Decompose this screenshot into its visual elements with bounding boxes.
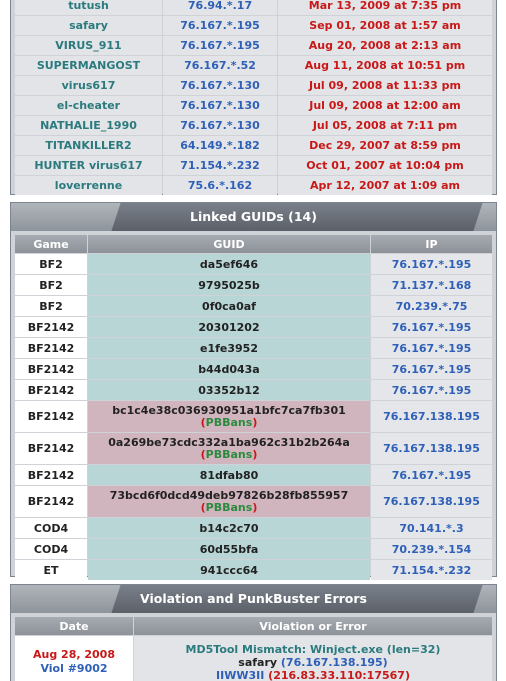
alias-ip[interactable]: 71.154.*.232 — [163, 156, 277, 175]
alias-date: Aug 20, 2008 at 2:13 am — [278, 36, 492, 55]
guid-value[interactable]: 81dfab80 — [88, 465, 370, 485]
alias-date: Dec 29, 2007 at 8:59 pm — [278, 136, 492, 155]
guid-ip[interactable]: 76.167.138.195 — [371, 401, 492, 432]
guid-value[interactable]: e1fe3952 — [88, 338, 370, 358]
table-row — [15, 433, 492, 464]
violation-date: Aug 28, 2008 — [33, 648, 115, 661]
table-row — [15, 296, 492, 316]
linked-guids-panel — [10, 202, 497, 577]
guid-game: BF2142 — [15, 433, 87, 464]
guid-ip[interactable]: 76.167.*.195 — [371, 465, 492, 485]
alias-name[interactable]: loverrenne — [15, 176, 162, 195]
guid-value-banned[interactable]: 0a269be73cdc332a1ba962c31b2b264a (PBBans) — [88, 433, 370, 464]
guid-value[interactable]: 60d55bfa — [88, 539, 370, 559]
column-header-error: Violation or Error — [134, 617, 492, 635]
guid-game: BF2142 — [15, 465, 87, 485]
alias-date: Apr 12, 2007 at 1:09 am — [278, 176, 492, 195]
guid-text: 0a269be73cdc332a1ba962c31b2b264a — [108, 435, 350, 449]
column-header-guid: GUID — [88, 235, 370, 253]
guid-ip[interactable]: 76.167.*.195 — [371, 254, 492, 274]
guid-ip[interactable]: 76.167.*.195 — [371, 359, 492, 379]
guid-value-banned[interactable]: bc1c4e38c036930951a1bfc7ca7fb301 (PBBans) — [88, 401, 370, 432]
guid-value-banned[interactable]: 73bcd6f0dcd49deb97826b28fb855957 (PBBans) — [88, 486, 370, 517]
alias-ip[interactable]: 64.149.*.182 — [163, 136, 277, 155]
alias-name[interactable]: HUNTER virus617 — [15, 156, 162, 175]
alias-date: Aug 11, 2008 at 10:51 pm — [278, 56, 492, 75]
guid-value[interactable]: b44d043a — [88, 359, 370, 379]
table-row — [15, 560, 492, 580]
guid-table — [14, 234, 493, 581]
guid-ip[interactable]: 70.239.*.75 — [371, 296, 492, 316]
guid-game: BF2 — [15, 275, 87, 295]
alias-date: Jul 09, 2008 at 12:00 am — [278, 96, 492, 115]
guid-game: COD4 — [15, 539, 87, 559]
column-header-ip: IP — [371, 235, 492, 253]
violation-server[interactable]: IIWW3II — [216, 668, 265, 681]
violation-player[interactable]: safary — [238, 655, 278, 669]
guid-text: bc1c4e38c036930951a1bfc7ca7fb301 — [112, 403, 346, 417]
column-header-date: Date — [15, 617, 133, 635]
table-row — [15, 401, 492, 432]
guid-value[interactable]: 20301202 — [88, 317, 370, 337]
pbbans-link[interactable]: PBBans — [205, 415, 253, 429]
violation-error: MD5Tool Mismatch: Winject.exe (len=32) — [185, 642, 441, 656]
guid-value[interactable]: 9795025b — [88, 275, 370, 295]
guid-ip[interactable]: 70.141.*.3 — [371, 518, 492, 538]
table-row — [15, 486, 492, 517]
guid-game: BF2142 — [15, 380, 87, 400]
table-row — [15, 465, 492, 485]
alias-name[interactable]: virus617 — [15, 76, 162, 95]
guid-game: COD4 — [15, 518, 87, 538]
guid-value[interactable]: 03352b12 — [88, 380, 370, 400]
guid-game: BF2142 — [15, 401, 87, 432]
table-row — [15, 539, 492, 559]
alias-date: Sep 01, 2008 at 1:57 am — [278, 16, 492, 35]
table-row — [15, 518, 492, 538]
table-row — [15, 254, 492, 274]
table-row — [15, 16, 492, 35]
guid-ip[interactable]: 76.167.138.195 — [371, 433, 492, 464]
guid-ip[interactable]: 76.167.*.195 — [371, 338, 492, 358]
violation-player-ip[interactable]: (76.167.138.195) — [280, 655, 388, 669]
table-row — [15, 156, 492, 175]
alias-name[interactable]: SUPERMANGOST — [15, 56, 162, 75]
alias-ip[interactable]: 76.167.*.52 — [163, 56, 277, 75]
alias-ip[interactable]: 76.167.*.130 — [163, 96, 277, 115]
guid-value[interactable]: 0f0ca0af — [88, 296, 370, 316]
guid-text: 73bcd6f0dcd49deb97826b28fb855957 — [109, 488, 349, 502]
alias-ip[interactable]: 76.167.*.130 — [163, 76, 277, 95]
guid-value[interactable]: b14c2c70 — [88, 518, 370, 538]
pbbans-link[interactable]: PBBans — [205, 500, 253, 514]
alias-date: Mar 13, 2009 at 7:35 pm — [278, 0, 492, 15]
alias-date: Oct 01, 2007 at 10:04 pm — [278, 156, 492, 175]
guid-ip[interactable]: 76.167.*.195 — [371, 317, 492, 337]
guid-game: ET — [15, 560, 87, 580]
panel-title: Linked GUIDs (14) — [190, 209, 317, 224]
guid-ip[interactable]: 70.239.*.154 — [371, 539, 492, 559]
violation-error-cell — [134, 636, 492, 681]
table-row — [15, 380, 492, 400]
table-row — [15, 275, 492, 295]
table-row — [15, 76, 492, 95]
guid-ip[interactable]: 76.167.138.195 — [371, 486, 492, 517]
alias-name[interactable]: safary — [15, 16, 162, 35]
violation-id-link[interactable]: Viol #9002 — [40, 662, 108, 675]
guid-game: BF2142 — [15, 486, 87, 517]
guid-game: BF2142 — [15, 317, 87, 337]
alias-name[interactable]: el-cheater — [15, 96, 162, 115]
table-row — [15, 116, 492, 135]
panel-header — [11, 203, 496, 231]
guid-ip[interactable]: 76.167.*.195 — [371, 380, 492, 400]
table-row — [15, 0, 492, 15]
table-row — [15, 176, 492, 195]
pbbans-link[interactable]: PBBans — [205, 447, 253, 461]
table-row — [15, 636, 492, 681]
alias-ip[interactable]: 75.6.*.162 — [163, 176, 277, 195]
guid-ip[interactable]: 71.137.*.168 — [371, 275, 492, 295]
guid-game: BF2 — [15, 296, 87, 316]
guid-game: BF2142 — [15, 359, 87, 379]
table-header-row — [15, 235, 492, 253]
alias-ip[interactable]: 76.167.*.130 — [163, 116, 277, 135]
alias-name[interactable]: VIRUS_911 — [15, 36, 162, 55]
guid-game: BF2142 — [15, 338, 87, 358]
table-row — [15, 36, 492, 55]
table-row — [15, 96, 492, 115]
guid-ip[interactable]: 71.154.*.232 — [371, 560, 492, 580]
alias-ip[interactable]: 76.94.*.17 — [163, 0, 277, 15]
alias-name[interactable]: TITANKILLER2 — [15, 136, 162, 155]
table-header-row — [15, 617, 492, 635]
alias-ip[interactable]: 76.167.*.195 — [163, 16, 277, 35]
panel-header — [11, 585, 496, 613]
violation-server-ip: (216.83.33.110:17567) — [268, 668, 410, 681]
alias-ip[interactable]: 76.167.*.195 — [163, 36, 277, 55]
guid-value[interactable]: da5ef646 — [88, 254, 370, 274]
violation-date-cell — [15, 636, 133, 681]
table-row — [15, 136, 492, 155]
guid-value[interactable]: 941ccc64 — [88, 560, 370, 580]
alias-date: Jul 05, 2008 at 7:11 pm — [278, 116, 492, 135]
table-row — [15, 359, 492, 379]
alias-name[interactable]: NATHALIE_1990 — [15, 116, 162, 135]
alias-date: Jul 09, 2008 at 11:33 pm — [278, 76, 492, 95]
alias-panel — [10, 0, 497, 195]
violations-table — [14, 616, 493, 681]
alias-name[interactable]: tutush — [15, 0, 162, 15]
table-row — [15, 317, 492, 337]
panel-title: Violation and PunkBuster Errors — [140, 591, 367, 606]
guid-game: BF2 — [15, 254, 87, 274]
column-header-game: Game — [15, 235, 87, 253]
table-row — [15, 56, 492, 75]
violations-panel — [10, 584, 497, 681]
table-row — [15, 338, 492, 358]
alias-table — [14, 0, 493, 196]
